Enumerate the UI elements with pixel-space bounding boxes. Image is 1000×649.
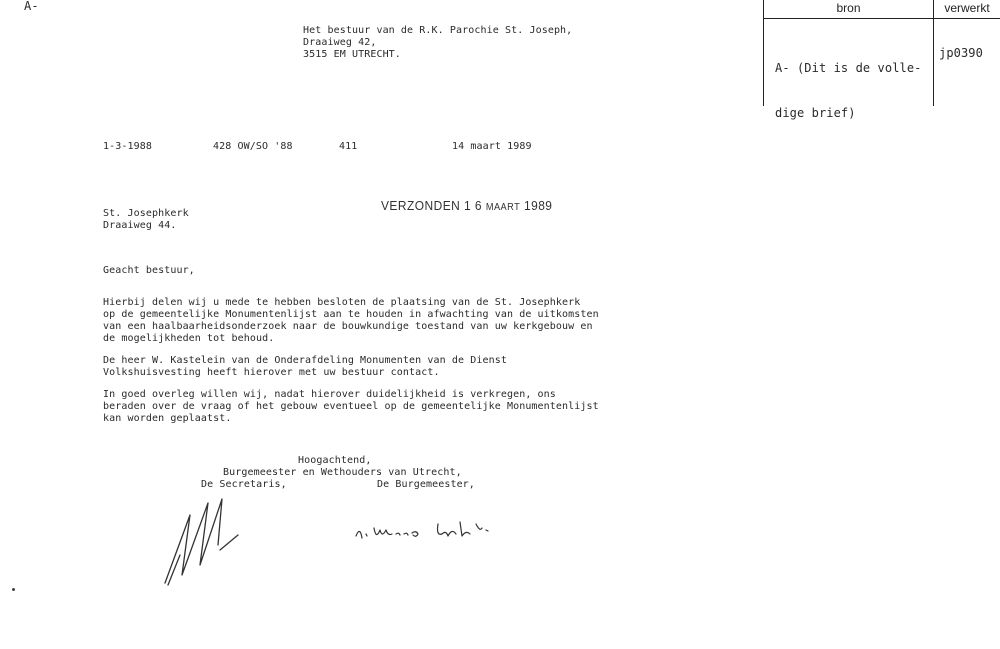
reference-number: 411: [339, 141, 358, 152]
sent-stamp: VERZONDEN 1 6 MAART 1989: [381, 198, 553, 213]
secretary-signature: [160, 495, 250, 590]
mayor-title: De Burgemeester,: [377, 479, 475, 490]
form-box-verwerkt-code: jp0390: [939, 46, 983, 60]
form-box-left-border: [763, 0, 764, 106]
form-box-divider: [933, 0, 934, 106]
corner-mark: A-: [24, 0, 39, 13]
paragraph-2: De heer W. Kastelein van de Onderafdeling Monumenten van de Dienst Volkshuisvesting heeft hierover met uw bestuur contact.: [103, 355, 507, 378]
mayor-signature: [352, 516, 512, 546]
letter-date: 14 maart 1989: [452, 141, 532, 152]
sender-address: [303, 25, 572, 61]
address-line: Het bestuur van de R.K. Parochie St. Joseph,: [303, 25, 573, 36]
form-box-header-rule: [763, 18, 1000, 19]
recipient-address: St. Josephkerk Draaiweg 44.: [103, 208, 189, 231]
scan-speck: [12, 588, 15, 591]
paragraph-3: In goed overleg willen wij, nadat hierover duidelijkheid is verkregen, ons beraden over de vraag of het gebouw eventueel op de gemeentelijke Monumentenlijst kan worden geplaatst.: [103, 389, 599, 424]
form-box-header-bron: bron: [836, 1, 861, 15]
secretary-title: De Secretaris,: [201, 479, 287, 490]
salutation: Geacht bestuur,: [103, 265, 195, 276]
closing-greeting: Hoogachtend,: [298, 455, 372, 466]
paragraph-1: Hierbij delen wij u mede te hebben besloten de plaatsing van de St. Josephkerk op de gemeentelijke Monumentenlijst aan te houden in afwachting van de uitkomsten van een haalbaarheidsonderzoek naar de bouwkundige toestand van uw kerkgebouw en de mogelijkheden tot behoud.: [103, 297, 599, 344]
address-line: Draaiweg 42,: [303, 37, 377, 48]
closing-body: Burgemeester en Wethouders van Utrecht,: [223, 467, 462, 478]
address-line: 3515 EM UTRECHT.: [303, 49, 401, 60]
date-received: 1-3-1988: [103, 141, 152, 152]
reference-code: 428 OW/SO '88: [213, 141, 293, 152]
form-box: [763, 0, 1000, 120]
form-box-bron-note: A- (Dit is de volle- dige brief): [775, 61, 922, 120]
form-box-header-verwerkt: verwerkt: [944, 1, 990, 15]
